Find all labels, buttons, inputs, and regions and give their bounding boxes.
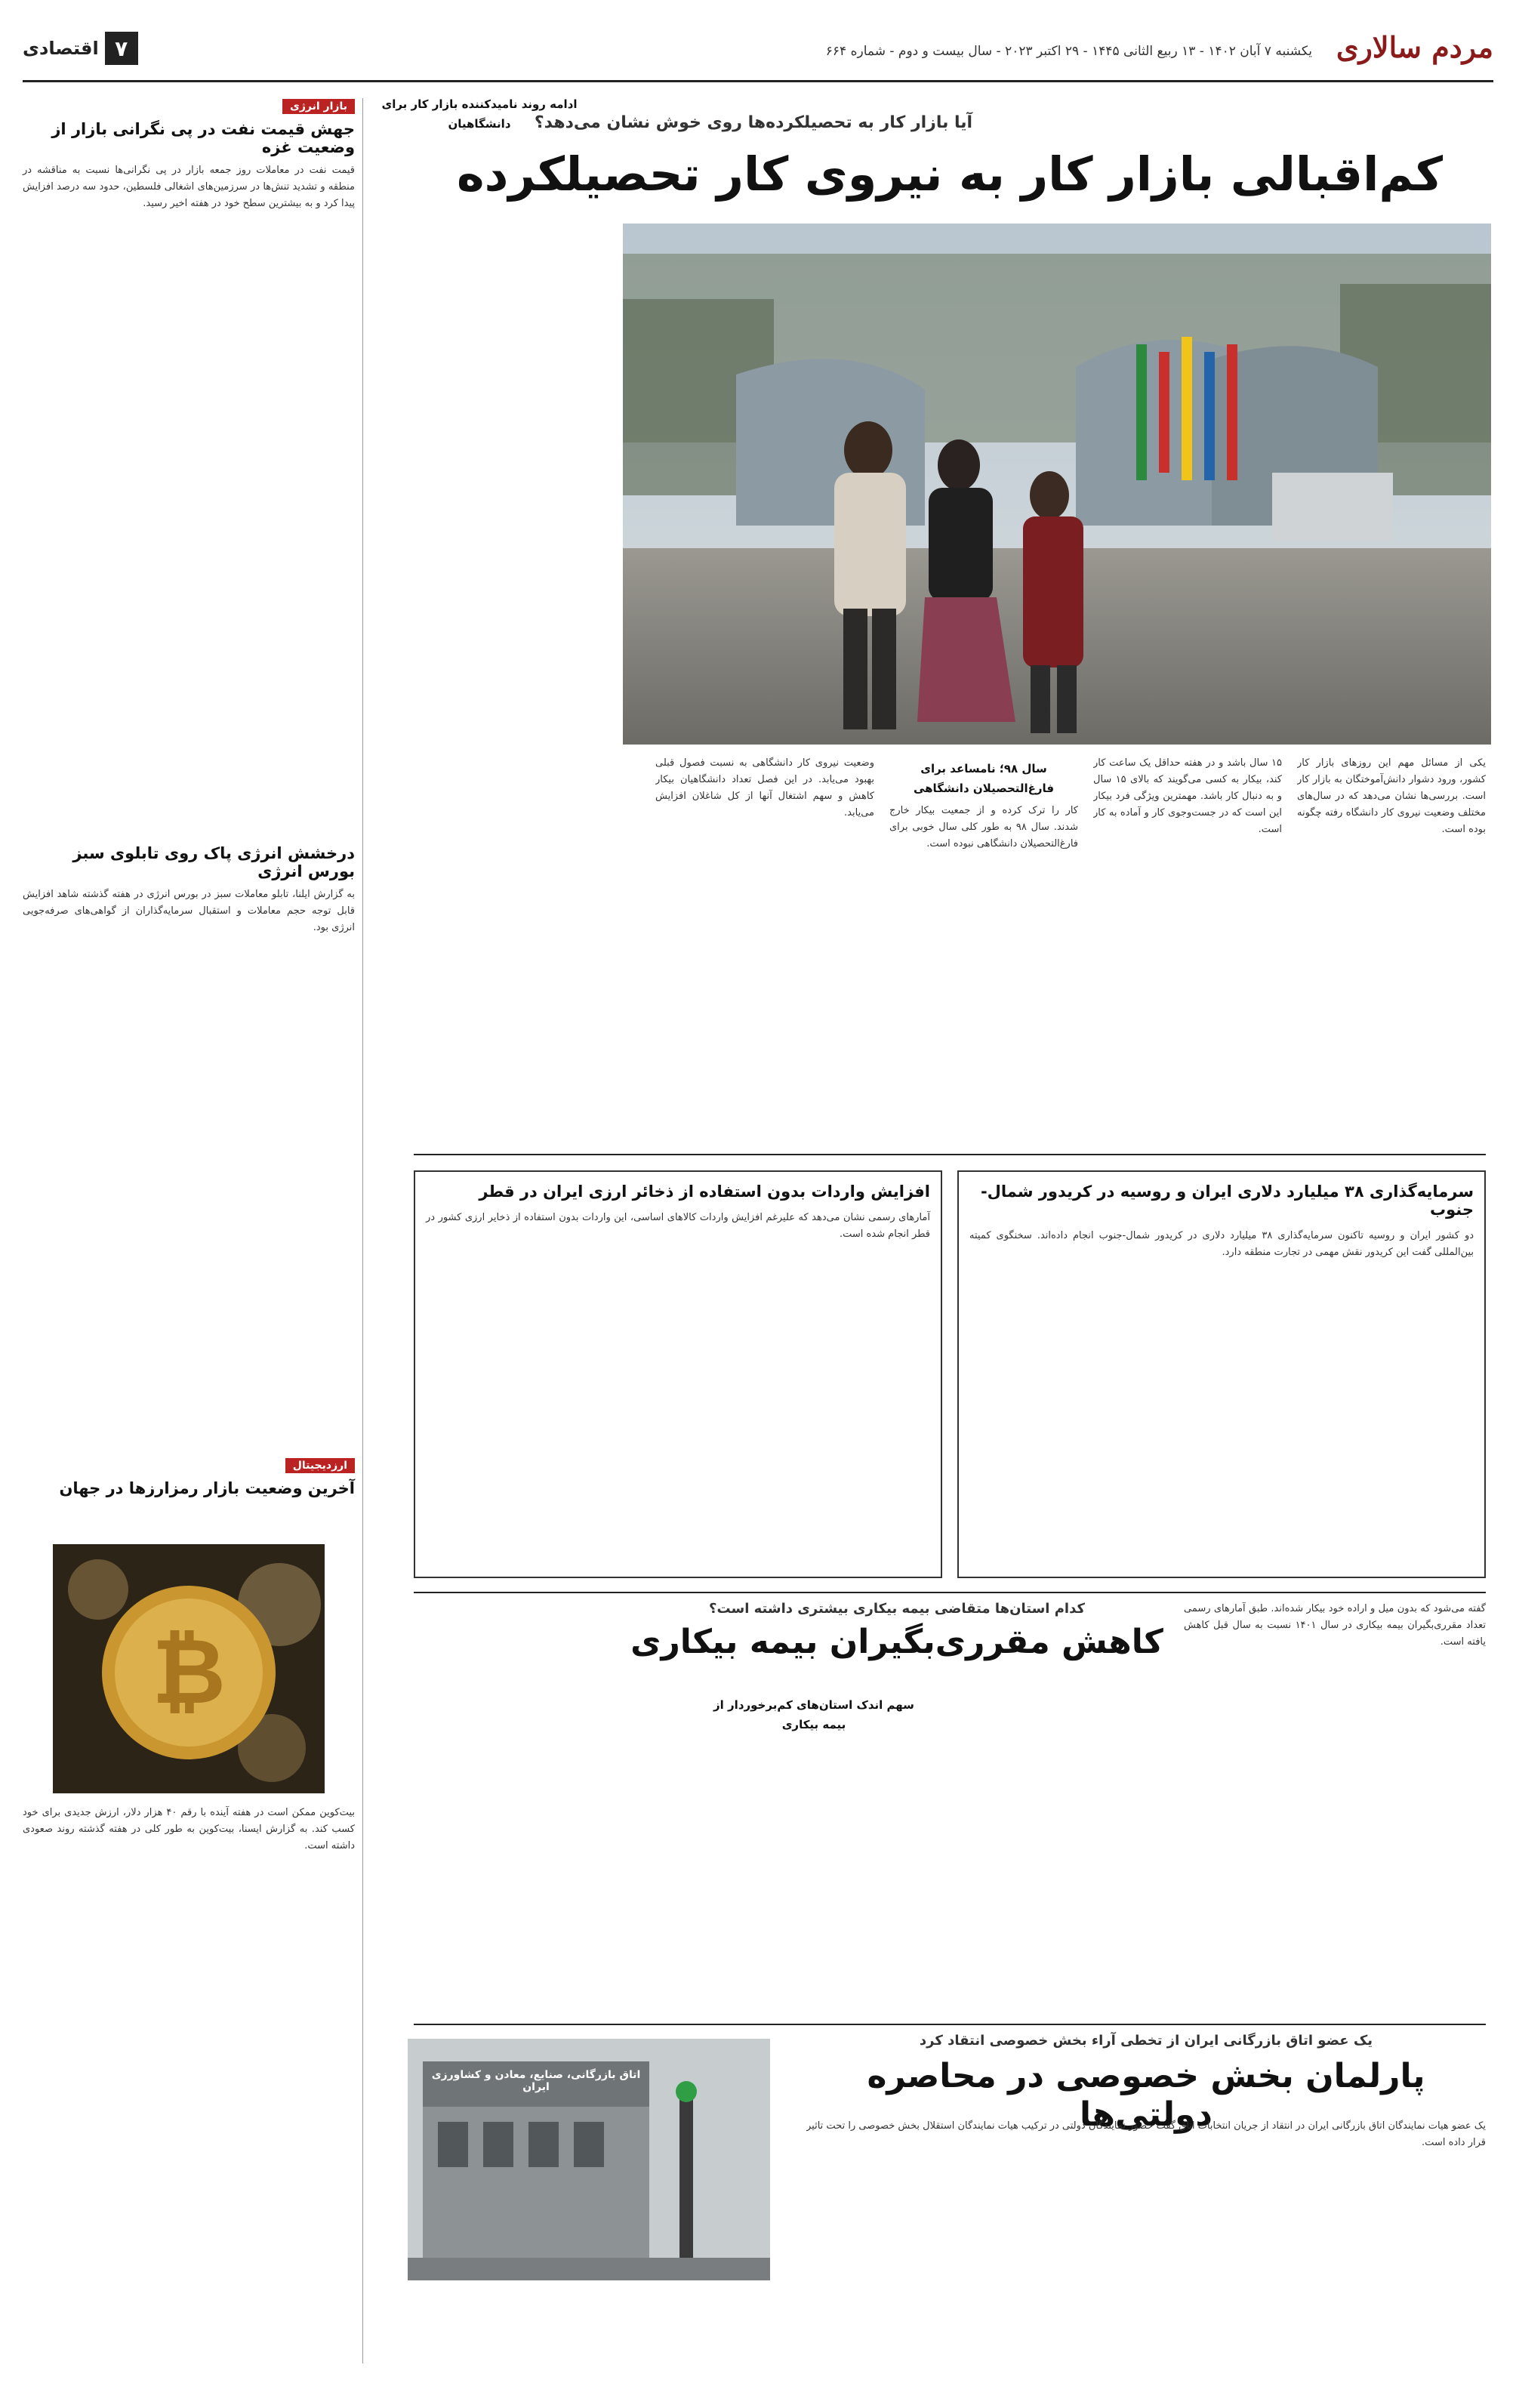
main-body-paragraph-3: کار را ترک کرده و از جمعیت بیکار خارج شدند. سال ۹۸ به طور کلی سال خوبی برای فارغ‌التحصیلان دانشگاهی نبوده است.	[889, 805, 1078, 850]
side-tag-energy: بازار انرژی	[282, 99, 355, 114]
svg-text:₿: ₿	[152, 1620, 226, 1725]
side-body-green: به گزارش ایلنا، تابلو معاملات سبز در بورس انرژی در هفته گذشته شاهد افزایش قابل توجه حجم معاملات و استقبال سرمایه‌گذاران از گواهی‌های صرفه‌جویی انرژی بود.	[23, 889, 355, 934]
date-line: یکشنبه ۷ آبان ۱۴۰۲ - ۱۳ ربیع الثانی ۱۴۴۵ - ۲۹ اکتبر ۲۰۲۳ - سال بیست و دوم - شماره ۶۶۴	[825, 44, 1312, 59]
main-photo	[623, 224, 1491, 745]
main-body-paragraph-1: یکی از مسائل مهم این روزهای بازار کار کشور، ورود دشوار دانش‌آموختگان به بازار کار است. بررسی‌ها نشان می‌دهد که در سال‌های مختلف وضعیت نیروی کار دانشگاه رفته چگونه بوده است.	[1297, 757, 1486, 836]
main-body-col-5	[355, 91, 604, 755]
story4-kicker: کدام استان‌ها متقاضی بیمه بیکاری بیشتری داشته است؟	[709, 1601, 1085, 1617]
main-body-paragraph-2: ۱۵ سال باشد و در هفته حداقل یک ساعت کار کند، بیکار به کسی می‌گویند که بالای ۱۵ سال و به دنبال کار باشد. مهمترین ویژگی فرد بیکار این است که در جست‌وجوی کار و آماده به کار است.	[1093, 757, 1282, 836]
story4-body: گفته می‌شود که بدون میل و اراده خود بیکار شده‌اند. طبق آمارهای رسمی تعداد مقرری‌بگیران بیمه بیکاری در سال ۱۴۰۱ نسبت به سال قبل کاهش یافته است.	[1184, 1603, 1486, 1648]
story4-body-col-1	[1184, 1601, 1486, 2009]
divider-story5	[414, 2024, 1486, 2025]
main-body-col-3	[889, 755, 1078, 1148]
story4-body-col-2	[701, 1691, 927, 2009]
section-badge	[23, 32, 138, 65]
sidebar-divider	[362, 98, 363, 2363]
story5-kicker: یک عضو اتاق بازرگانی ایران از تخطی آراء بخش خصوصی انتقاد کرد	[919, 2033, 1373, 2049]
side-story-energy	[23, 98, 355, 212]
side-title-oil: جهش قیمت نفت در پی نگرانی بازار از وضعیت غزه	[51, 120, 355, 156]
divider-story4	[414, 1592, 1486, 1593]
main-subhead-2: ادامه روند نامیدکننده بازار کار برای دانشگاهیان	[381, 97, 578, 131]
story5-headline: پارلمان بخش خصوصی در محاصره دولتی‌ها	[867, 2057, 1425, 2134]
side-story-green-board	[23, 838, 355, 936]
main-kicker: آیا بازار کار به تحصیلکرده‌ها روی خوش نشان می‌دهد؟	[534, 113, 973, 132]
main-body-paragraph-4: وضعیت نیروی کار دانشگاهی به نسبت فصول قبلی بهبود می‌یابد. در این فصل تعداد دانشگاهیان بیکار کاهش و سهم اشتغال آنها از کل شاغلان افزایش می‌یابد.	[655, 757, 874, 819]
main-body-col-2	[1093, 755, 1282, 1148]
section-name: اقتصادی	[23, 38, 99, 59]
side-body-oil: قیمت نفت در معاملات روز جمعه بازار در پی نگرانی‌ها نسبت به مناقشه در منطقه و تشدید تنش‌ها در سرزمین‌های اشغالی فلسطین، حدود سه درصد افزایش پیدا کرد و به بیشترین سطح خود در هفته اخیر رسید.	[23, 165, 355, 210]
story4-subhead: سهم اندک استان‌های کم‌برخوردار از بیمه بیکاری	[713, 1698, 914, 1731]
story4-headline: کاهش مقرری‌بگیران بیمه بیکاری	[630, 1623, 1163, 1661]
side-body-crypto-col	[23, 1805, 355, 2379]
side-story-crypto	[23, 1457, 355, 1503]
divider-main	[414, 1154, 1486, 1155]
story5-photo	[408, 2039, 770, 2280]
newspaper-logo: مردم سالاری	[1336, 30, 1493, 64]
main-headline: کم‌اقبالی بازار کار به نیروی کار تحصیلکرده	[457, 146, 1443, 202]
main-subhead-1: سال ۹۸؛ نامساعد برای فارغ‌التحصیلان دانشگاهی	[913, 762, 1055, 795]
main-body-col-1	[1297, 755, 1486, 1148]
bitcoin-photo	[53, 1544, 325, 1793]
box-title-corridor: سرمایه‌گذاری ۳۸ میلیارد دلاری ایران و روسیه در کریدور شمال-جنوب	[980, 1182, 1474, 1219]
box-body-qatar: آمارهای رسمی نشان می‌دهد که علیرغم افزایش واردات کالاهای اساسی، این واردات بدون استفاده از ذخایر ارزی کشور در قطر انجام شده است.	[426, 1212, 930, 1241]
story5-body: یک عضو هیات نمایندگان اتاق بازرگانی ایران در انتقاد از جریان انتخابات اتاق گفت حضور نمایندگان دولتی در ترکیب هیات نمایندگان استقلال بخش خصوصی را تحت تاثیر قرار داده است.	[806, 2120, 1486, 2149]
side-body-crypto: بیت‌کوین ممکن است در هفته آینده با رقم ۴۰ هزار دلار، ارزش جدیدی برای خود کسب کند. به گزارش ایسنا، بیت‌کوین به طور کلی در هفته گذشته روند صعودی داشته است.	[23, 1807, 355, 1852]
box-corridor	[957, 1170, 1486, 1578]
side-title-green: درخشش انرژی پاک روی تابلوی سبز بورس انرژی	[72, 844, 355, 880]
side-title-crypto: آخرین وضعیت بازار رمزارزها در جهان	[59, 1479, 355, 1497]
box-title-qatar: افزایش واردات بدون استفاده از ذخائر ارزی ایران در قطر	[479, 1182, 930, 1201]
masthead	[23, 27, 1493, 82]
story5-photo-caption: اتاق بازرگانی، صنایع، معادن و کشاورزی ایران	[431, 2069, 641, 2093]
main-body-col-4	[655, 755, 874, 1148]
story5-body-col	[806, 2118, 1486, 2390]
box-body-corridor: دو کشور ایران و روسیه تاکنون سرمایه‌گذاری ۳۸ میلیارد دلاری در کریدور شمال-جنوب انجام داده‌اند. سخنگوی کمیته بین‌المللی گفت این کریدور نقش مهمی در تجارت منطقه دارد.	[969, 1230, 1474, 1259]
side-tag-crypto: ارزدیجیتال	[285, 1458, 355, 1473]
page-number: ۷	[105, 32, 138, 65]
box-qatar	[414, 1170, 942, 1578]
